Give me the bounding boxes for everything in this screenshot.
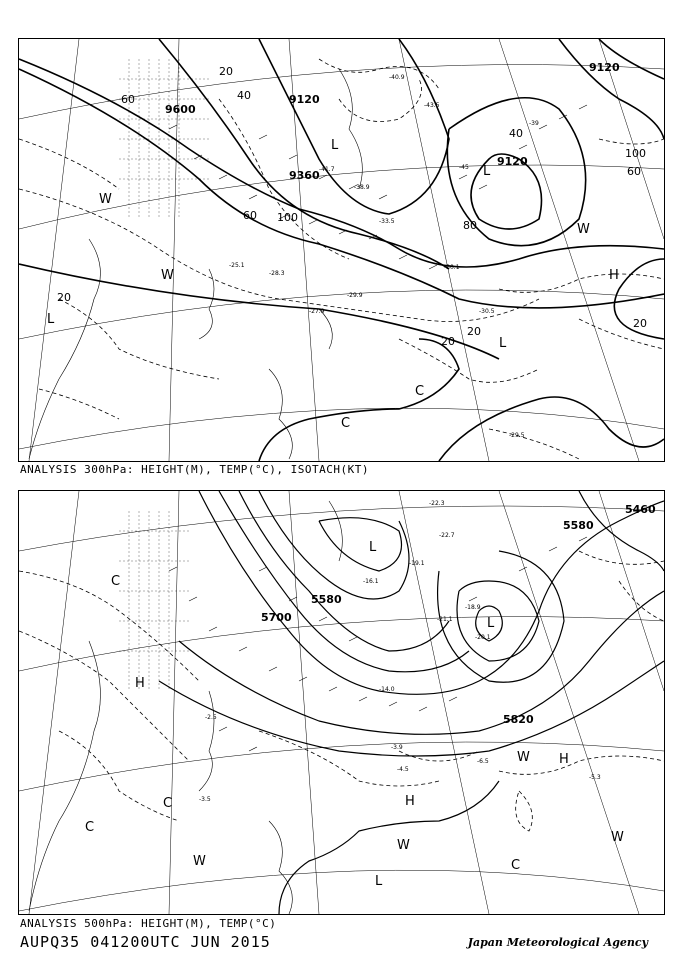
- low-marker: L: [483, 164, 491, 179]
- isotach-label: 20: [467, 325, 481, 338]
- temp-label: -45: [459, 164, 469, 171]
- isotach-label: 40: [509, 127, 523, 140]
- isotach-label: 60: [243, 209, 257, 222]
- temp-label: -18.9: [465, 604, 481, 611]
- temp-label: -30.1: [444, 264, 460, 271]
- agency-name: Japan Meteorological Agency: [467, 936, 648, 949]
- temp-label: -28.3: [269, 270, 285, 277]
- temp-label: -30.5: [479, 308, 495, 315]
- isotach-label: 80: [463, 219, 477, 232]
- temp-label: -20.1: [475, 634, 491, 641]
- temp-label: -22.3: [429, 500, 445, 507]
- isotach-label: 20: [57, 291, 71, 304]
- temp-label: -3.9: [391, 744, 403, 751]
- height-label: 5460: [625, 503, 656, 516]
- temp-label: -4.5: [397, 766, 409, 773]
- high-marker: H: [559, 752, 569, 767]
- cold-marker: C: [341, 416, 351, 431]
- temp-label: -43.5: [424, 102, 440, 109]
- temp-label: -41.7: [319, 166, 335, 173]
- upper-chart-caption: ANALYSIS 300hPa: HEIGHT(M), TEMP(°C), ISOTACH(KT): [20, 463, 370, 476]
- height-label: 9120: [289, 93, 320, 106]
- coastline: [29, 501, 342, 914]
- isotach-label: 20: [633, 317, 647, 330]
- chart-code: AUPQ35 041200UTC JUN 2015: [20, 933, 271, 951]
- isotach-label: 60: [627, 165, 641, 178]
- warm-marker: W: [161, 268, 174, 283]
- warm-marker: W: [517, 750, 530, 765]
- isotach-label: 20: [219, 65, 233, 78]
- temp-label: -6.5: [477, 758, 489, 765]
- cold-marker: C: [511, 858, 521, 873]
- lower-chart-caption: ANALYSIS 500hPa: HEIGHT(M), TEMP(°C): [20, 917, 277, 930]
- isotach-label: 40: [237, 89, 251, 102]
- high-marker: H: [135, 676, 145, 691]
- temp-label: -39: [529, 120, 539, 127]
- cold-marker: C: [85, 820, 95, 835]
- temp-label: -5.3: [589, 774, 601, 781]
- upper-map-svg: [19, 39, 664, 461]
- temp-label: -2.5: [205, 714, 217, 721]
- low-marker: L: [47, 312, 55, 327]
- warm-marker: W: [193, 854, 206, 869]
- low-marker: L: [487, 616, 495, 631]
- warm-marker: W: [611, 830, 624, 845]
- temp-label: -22.7: [439, 532, 455, 539]
- low-marker: L: [369, 540, 377, 555]
- temp-label: -25.1: [229, 262, 245, 269]
- isotach-label: 20: [441, 335, 455, 348]
- temp-label: -27.9: [309, 308, 325, 315]
- height-label: 5580: [563, 519, 594, 532]
- lower-500hpa-map: [18, 490, 665, 915]
- height-label: 9120: [589, 61, 620, 74]
- isotach-label: 60: [121, 93, 135, 106]
- temp-label: -38.9: [354, 184, 370, 191]
- height-label: 5700: [261, 611, 292, 624]
- cold-marker: C: [163, 796, 173, 811]
- high-marker: H: [609, 268, 619, 283]
- coastline: [29, 69, 362, 459]
- warm-marker: W: [397, 838, 410, 853]
- lower-map-svg: [19, 491, 664, 914]
- temp-label: -19.1: [409, 560, 425, 567]
- height-contours: [159, 491, 664, 914]
- height-label: 9120: [497, 155, 528, 168]
- height-label: 9360: [289, 169, 320, 182]
- temp-label: -29.5: [509, 432, 525, 439]
- height-contours: [19, 39, 664, 461]
- low-marker: L: [331, 138, 339, 153]
- warm-marker: W: [577, 222, 590, 237]
- temp-label: -3.5: [199, 796, 211, 803]
- height-label: 5580: [311, 593, 342, 606]
- isotach-label: 100: [625, 147, 646, 160]
- isotach-label: 100: [277, 211, 298, 224]
- hatched-region: [119, 59, 209, 219]
- temp-label: -21.1: [437, 616, 453, 623]
- temp-label: -40.9: [389, 74, 405, 81]
- hatched-region: [119, 511, 189, 691]
- low-marker: L: [499, 336, 507, 351]
- temp-label: -33.5: [379, 218, 395, 225]
- high-marker: H: [405, 794, 415, 809]
- cold-marker: C: [111, 574, 121, 589]
- warm-marker: W: [99, 192, 112, 207]
- temp-label: -29.9: [347, 292, 363, 299]
- temp-label: -16.1: [363, 578, 379, 585]
- cold-marker: C: [415, 384, 425, 399]
- height-label: 5820: [503, 713, 534, 726]
- graticule: [19, 491, 664, 914]
- low-marker: L: [375, 874, 383, 889]
- upper-300hpa-map: [18, 38, 665, 462]
- temp-label: -14.0: [379, 686, 395, 693]
- height-label: 9600: [165, 103, 196, 116]
